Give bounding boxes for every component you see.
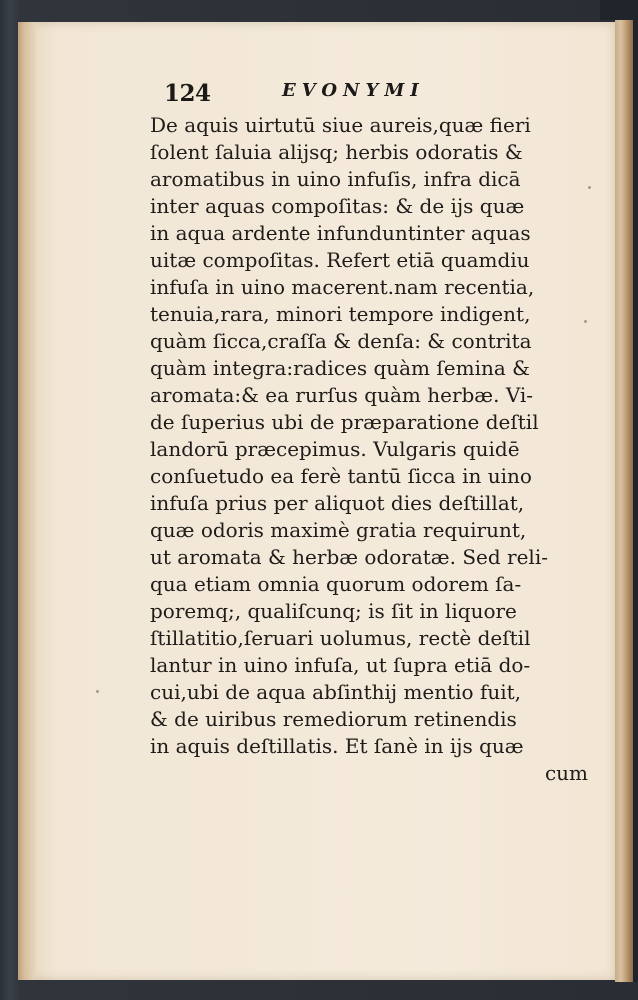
paper-fleck [588,186,591,189]
text-line: quàm integra:radices quàm ſemina & [150,356,530,380]
paper-fleck [96,690,99,693]
text-line: cui,ubi de aqua abſinthij mentio fuit, [150,680,522,704]
text-line: uitæ compoſitas. Refert etiā quamdiu [150,248,530,272]
page-gutter-shadow [18,22,36,980]
text-line: & de uiribus remediorum retinendis [150,707,517,731]
text-line: tenuia,rara, minori tempore indigent, [150,302,531,326]
text-line: ut aromata & herbæ odoratæ. Sed reli- [150,545,548,569]
text-line: conſuetudo ea ferè tantū ſicca in uino [150,464,532,488]
page-number: 124 [164,80,211,107]
text-line: infuſa prius per aliquot dies deſtillat, [150,491,525,515]
scan-background-corner [600,0,638,20]
text-line: lantur in uino infuſa, ut ſupra etiā do- [150,653,531,677]
paper-fleck [584,320,587,323]
text-line: infuſa in uino macerent.nam recentia, [150,275,535,299]
text-line: quàm ſicca,craſſa & denſa: & contrita [150,329,532,353]
text-line: in aqua ardente infunduntinter aquas [150,221,531,245]
text-line: aromatibus in uino infuſis, infra dicā [150,167,521,191]
text-line: ſtillatitio,ſeruari uolumus, rectè deſtil [150,626,531,650]
text-line: landorū præcepimus. Vulgaris quidē [150,437,520,461]
text-line: inter aquas compoſitas: & de ijs quæ [150,194,525,218]
text-line: ſolent ſaluia alijsq; herbis odoratis & [150,140,523,164]
text-line: qua etiam omnia quorum odorem ſa- [150,572,522,596]
running-head: EVONYMI [282,80,425,101]
catchword: cum [544,761,588,785]
text-line: de ſuperius ubi de præparatione deſtil [150,410,539,434]
printed-text-block [150,112,588,787]
text-line: in aquis deſtillatis. Et ſanè in ijs quæ [150,734,524,758]
page-header [164,80,494,116]
text-line: aromata:& ea rurſus quàm herbæ. Vi- [150,383,534,407]
page-edge [615,20,633,982]
text-line: quæ odoris maximè gratia requirunt, [150,518,527,542]
text-line: poremq;, qualiſcunq; is ſit in liquore [150,599,517,623]
text-line: De aquis uirtutū siue aureis,quæ fieri [150,113,531,137]
